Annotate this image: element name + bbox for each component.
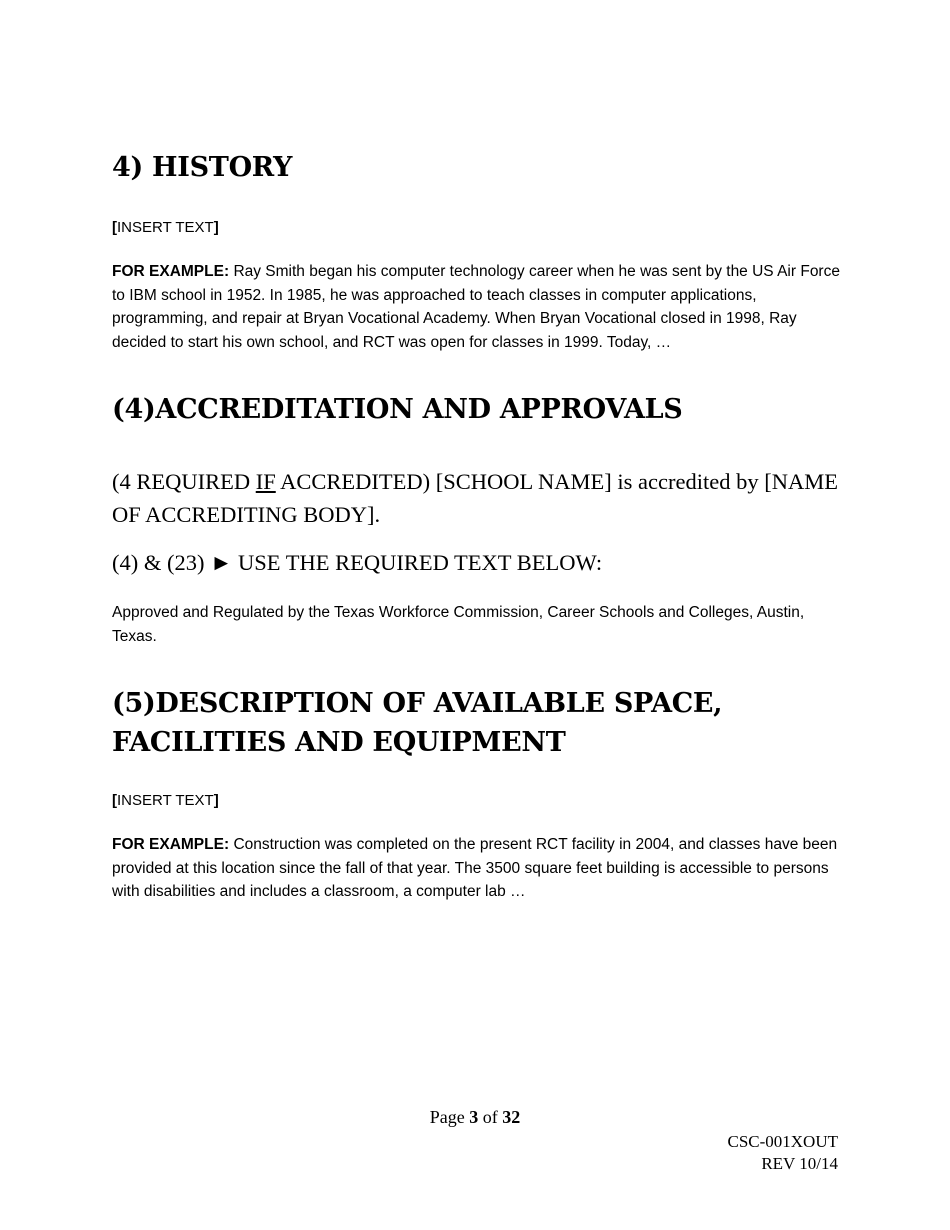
example-label: FOR EXAMPLE: xyxy=(112,836,230,853)
placeholder-text: INSERT TEXT xyxy=(117,792,214,809)
page-word: Page xyxy=(429,1107,470,1127)
required-prefix: (4 REQUIRED xyxy=(112,469,256,494)
required-text-instruction: (4) & (23) ► USE THE REQUIRED TEXT BELOW: xyxy=(112,550,603,575)
accreditation-heading: (4)ACCREDITATION AND APPROVALS xyxy=(112,394,683,425)
bracket-open: [ xyxy=(112,792,117,809)
example-text: Construction was completed on the present RCT facility in 2004, and classes have been provided at this location since the fall of that year. The 3500 square feet building is accessible to persons with disabilities and includes a classroom, a computer lab … xyxy=(112,836,838,900)
required-suffix: ACCREDITED) [SCHOOL NAME] is accredited by [NAME OF ACCREDITING BODY]. xyxy=(112,469,838,527)
total-pages: 32 xyxy=(502,1107,521,1127)
history-placeholder xyxy=(112,218,842,238)
bracket-open: [ xyxy=(112,219,117,236)
bracket-close: ] xyxy=(213,219,219,236)
history-heading: 4) HISTORY xyxy=(112,152,293,183)
facilities-heading: (5)DESCRIPTION OF AVAILABLE SPACE, FACILITIES AND EQUIPMENT xyxy=(112,688,723,758)
form-revision: REV 10/14 xyxy=(761,1154,838,1173)
accreditation-required-statement xyxy=(112,465,842,531)
of-word: of xyxy=(478,1107,503,1127)
page-content xyxy=(112,148,842,904)
required-if: IF xyxy=(255,469,276,494)
facilities-example xyxy=(112,833,842,904)
example-label: FOR EXAMPLE: xyxy=(112,263,230,280)
form-code: CSC-001XOUT xyxy=(727,1132,838,1151)
current-page: 3 xyxy=(469,1107,479,1127)
facilities-placeholder xyxy=(112,791,842,811)
page-number xyxy=(0,1107,950,1128)
form-code-block xyxy=(727,1131,838,1175)
example-text: Ray Smith began his computer technology career when he was sent by the US Air Force to IBM school in 1952. In 1985, he was approached to teach classes in computer applications, programming, and repair at Bryan Vocational Academy. When Bryan Vocational closed in 1998, Ray decided to start his own school, and RCT was open for classes in 1999. Today, … xyxy=(112,263,840,351)
twc-required-text: Approved and Regulated by the Texas Workforce Commission, Career Schools and Colleges, Austin, Texas. xyxy=(112,604,805,645)
bracket-close: ] xyxy=(213,792,219,809)
placeholder-text: INSERT TEXT xyxy=(117,219,214,236)
history-example xyxy=(112,260,842,354)
